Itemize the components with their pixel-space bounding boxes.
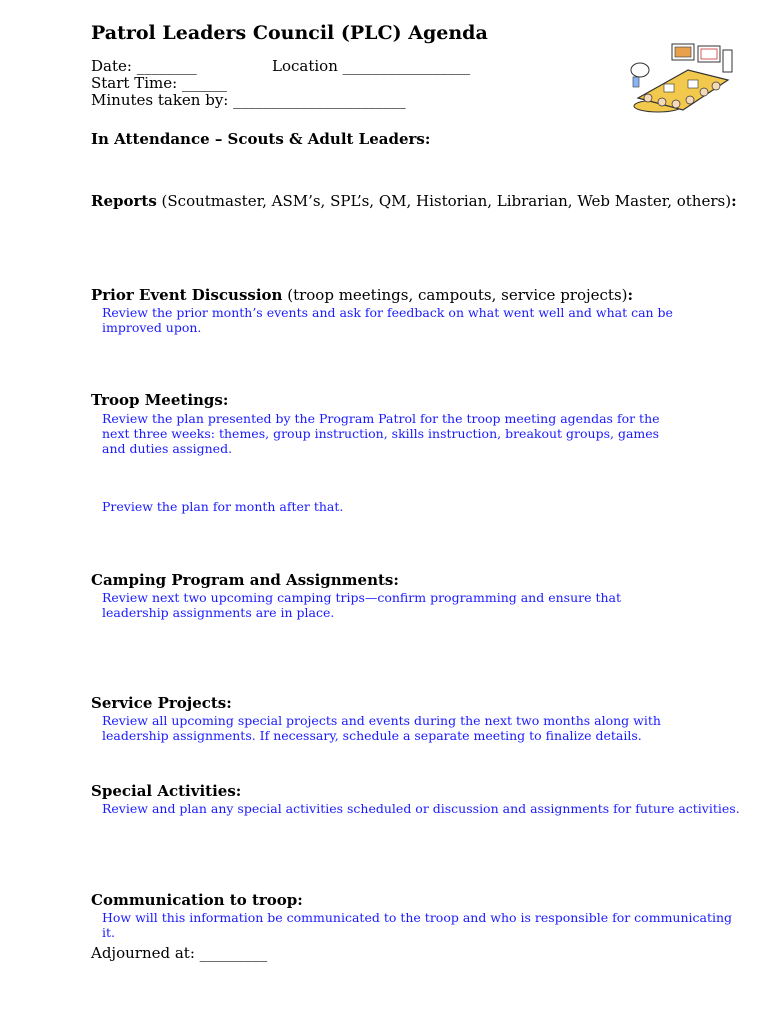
page-title: Patrol Leaders Council (PLC) Agenda <box>91 22 488 44</box>
communication-heading: Communication to troop: <box>91 891 303 909</box>
camping-heading: Camping Program and Assignments: <box>91 571 399 589</box>
service-projects-heading: Service Projects: <box>91 694 232 712</box>
location-field: Location _________________ <box>272 57 471 75</box>
reports-heading: Reports (Scoutmaster, ASM’s, SPL’s, QM, Historian, Librarian, Web Master, others): <box>91 192 737 210</box>
prior-event-heading: Prior Event Discussion (troop meetings, campouts, service projects): <box>91 286 634 304</box>
minutes-field: Minutes taken by: _______________________ <box>91 91 406 109</box>
troop-meetings-preview-note: Preview the plan for month after that. <box>102 499 344 514</box>
adjourned-field: Adjourned at: _________ <box>91 944 268 962</box>
meeting-table-illustration <box>628 40 738 116</box>
special-activities-note: Review and plan any special activities scheduled or discussion and assignments for future activities. <box>102 801 740 816</box>
camping-note: Review next two upcoming camping trips—confirm programming and ensure that leadership assignments are in place. <box>102 590 622 620</box>
special-activities-heading: Special Activities: <box>91 782 242 800</box>
communication-note: How will this information be communicated to the troop and who is responsible for communicating it. <box>102 910 733 940</box>
troop-meetings-note: Review the plan presented by the Program Patrol for the troop meeting agendas for the next three weeks: themes, group instruction, skills instruction, breakout groups, games and duties assigned. <box>102 411 660 456</box>
attendance-heading: In Attendance – Scouts & Adult Leaders: <box>91 130 431 148</box>
troop-meetings-heading: Troop Meetings: <box>91 391 229 409</box>
service-projects-note: Review all upcoming special projects and events during the next two months along with leadership assignments. If necessary, schedule a separate meeting to finalize details. <box>102 713 661 743</box>
start-time-field: Start Time: ______ <box>91 74 227 92</box>
prior-event-note: Review the prior month’s events and ask for feedback on what went well and what can be improved upon. <box>102 305 673 335</box>
date-field: Date: ________ <box>91 57 197 75</box>
